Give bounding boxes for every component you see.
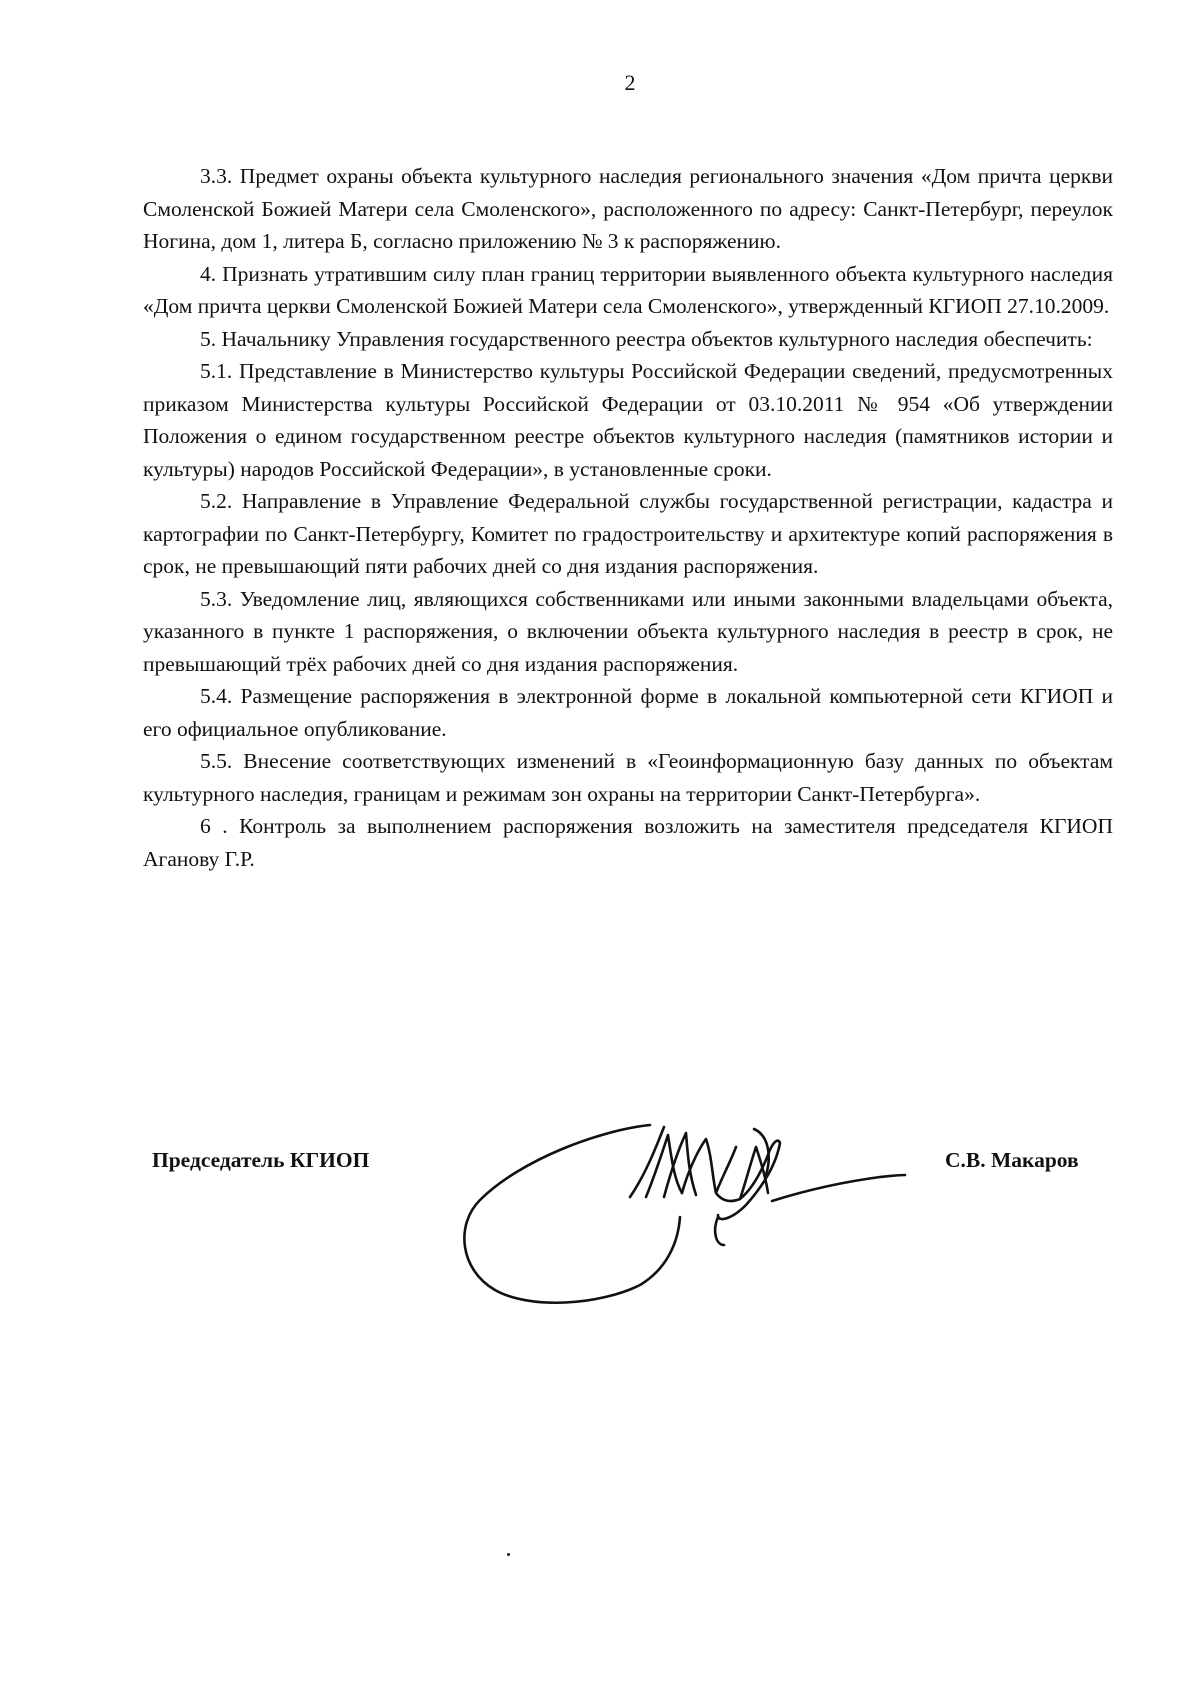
paragraph-5-1: 5.1. Представление в Министерство культуры Российской Федерации сведений, предусмотренных приказом Министерства культуры Российской Федерации от 03.10.2011 № 954 «Об утверждении Положения о едином государственном реестре объектов культурного наследия (памятников истории и культуры) народов Российской Федерации», в установленные сроки. [143, 359, 1113, 481]
handwritten-signature [450, 1105, 920, 1315]
paragraph-5-2: 5.2. Направление в Управление Федеральной службы государственной регистрации, кадастра и картографии по Санкт-Петербургу, Комитет по градостроительству и архитектуре копий распоряжения в срок, не превышающий пяти рабочих дней со дня издания распоряжения. [143, 489, 1113, 578]
signer-title: Председатель КГИОП [152, 1148, 370, 1172]
paragraph-5: 5. Начальнику Управления государственного реестра объектов культурного наследия обеспечить: [200, 326, 1093, 351]
document-body [143, 160, 1113, 875]
paragraph-5-5: 5.5. Внесение соответствующих изменений в «Геоинформационную базу данных по объектам культурного наследия, границам и режимам зон охраны на территории Санкт-Петербурга». [143, 749, 1113, 806]
paragraph-6: 6 . Контроль за выполнением распоряжения возложить на заместителя председателя КГИОП Аганову Г.Р. [143, 814, 1113, 871]
paragraph-3-3: 3.3. Предмет охраны объекта культурного наследия регионального значения «Дом причта церкви Смоленской Божией Матери села Смоленского», расположенного по адресу: Санкт-Петербург, переулок Ногина, дом 1, литера Б, согласно приложению № 3 к распоряжению. [143, 164, 1113, 253]
paragraph-5-3: 5.3. Уведомление лиц, являющихся собственниками или иными законными владельцами объекта, указанного в пункте 1 распоряжения, о включении объекта культурного наследия в реестр в срок, не превышающий трёх рабочих дней со дня издания распоряжения. [143, 586, 1113, 676]
paragraph-4: 4. Признать утратившим силу план границ территории выявленного объекта культурного наследия «Дом причта церкви Смоленской Божией Матери села Смоленского», утвержденный КГИОП 27.10.2009. [143, 261, 1113, 318]
signer-name: С.В. Макаров [945, 1148, 1079, 1172]
page-number: 2 [624, 70, 636, 95]
paragraph-5-4: 5.4. Размещение распоряжения в электронной форме в локальной компьютерной сети КГИОП и его официальное опубликование. [143, 684, 1113, 741]
scan-speck [507, 1553, 510, 1556]
